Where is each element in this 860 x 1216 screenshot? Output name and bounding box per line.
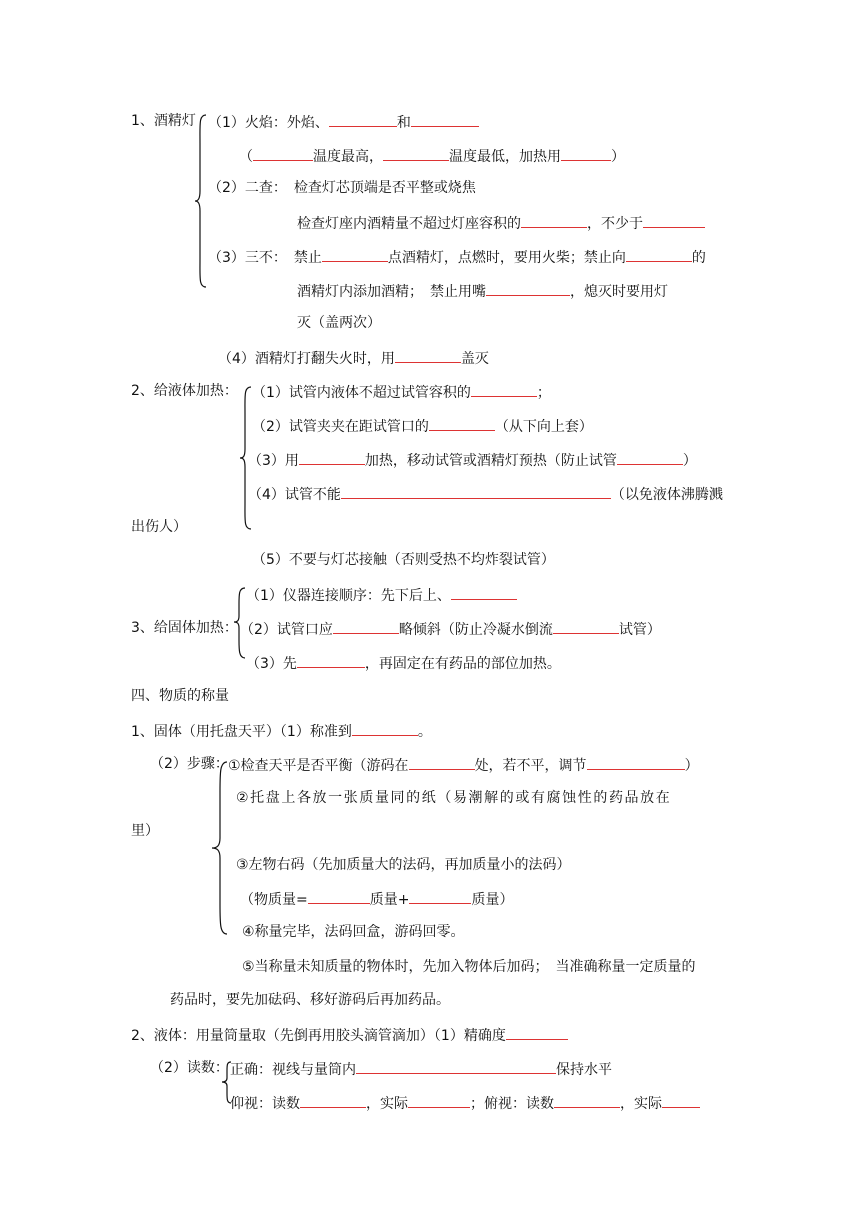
sec2-line1: （1）试管内液体不超过试管容积的 ； — [252, 381, 551, 403]
blank[interactable] — [471, 381, 537, 397]
blank[interactable] — [506, 1024, 568, 1040]
sec4-step5b: 药品时，要先加砝码、移好游码后再加药品。 — [170, 992, 450, 1008]
blank[interactable] — [356, 1058, 556, 1074]
sec1-title: 1、酒精灯 — [131, 113, 196, 129]
blank[interactable] — [554, 1092, 620, 1108]
sec5-line1: 2、液体：用量筒量取（先倒再用胶头滴管滴加）（1）精确度 — [131, 1024, 568, 1046]
sec2-line3: （3）用 加热，移动试管或酒精灯预热（防止试管 ） — [248, 449, 697, 471]
sec4-step3: ③左物右码（先加质量大的法码，再加质量小的法码） — [236, 857, 571, 873]
blank[interactable] — [308, 888, 370, 904]
sec2-line4: （4）试管不能 （以免液体沸腾溅 — [248, 483, 723, 505]
blank[interactable] — [409, 888, 471, 904]
sec4-step2b: 里） — [131, 823, 159, 839]
sec3-line2: （2）试管口应 略倾斜（防止冷凝水倒流 试管） — [240, 618, 661, 640]
sec4-step3b: （物质量= 质量+ 质量） — [240, 888, 513, 910]
sec4-step5a: ⑤当称量未知质量的物体时，先加入物体后加码； 当准确称量一定质量的 — [242, 959, 696, 975]
blank[interactable] — [486, 280, 570, 296]
blank[interactable] — [333, 618, 399, 634]
blank[interactable] — [329, 111, 397, 127]
blank[interactable] — [451, 584, 517, 600]
sec5-read2: 仰视：读数 ，实际 ；俯视：读数 ，实际 — [230, 1092, 700, 1114]
blank[interactable] — [662, 1092, 700, 1108]
blank[interactable] — [253, 145, 313, 161]
sec2-line6: （5）不要与灯芯接触（否则受热不均炸裂试管） — [252, 552, 555, 568]
sec4-step4: ④称量完毕，法码回盒，游码回零。 — [242, 924, 465, 940]
sec4-step1: ①检查天平是否平衡（游码在 处，若不平，调节 ） — [228, 754, 699, 776]
sec1-line4: 检查灯座内酒精量不超过灯座容积的 ，不少于 — [297, 212, 705, 234]
sec3-title: 3、给固体加热： — [131, 620, 238, 636]
blank[interactable] — [411, 111, 479, 127]
sec5-read1: 正确：视线与量筒内 保持水平 — [230, 1058, 612, 1080]
sec4-step-label: （2）步骤： — [150, 756, 229, 772]
blank[interactable] — [429, 415, 495, 431]
sec1-line2: （ 温度最高， 温度最低，加热用 ） — [239, 145, 625, 167]
blank[interactable] — [300, 1092, 366, 1108]
blank[interactable] — [299, 449, 365, 465]
brace-1 — [195, 113, 207, 289]
sec4-step2: ②托盘上各放一张质量同的纸（易潮解的或有腐蚀性的药品放在 — [236, 790, 672, 806]
blank[interactable] — [383, 145, 449, 161]
sec5-read-label: （2）读数： — [150, 1060, 229, 1076]
blank[interactable] — [322, 246, 388, 262]
sec1-line5: （3）三不： 禁止 点酒精灯，点燃时，要用火柴；禁止向 的 — [208, 246, 706, 268]
sec4-heading: 四、物质的称量 — [131, 688, 229, 704]
sec2-title: 2、给液体加热： — [131, 383, 238, 399]
blank[interactable] — [352, 720, 418, 736]
sec1-line7: 灭（盖两次） — [297, 315, 381, 331]
blank[interactable] — [561, 145, 611, 161]
blank[interactable] — [408, 1092, 470, 1108]
sec3-line3: （3）先 ，再固定在有药品的部位加热。 — [246, 652, 561, 674]
sec1-line8: （4）酒精灯打翻失火时，用 盖灭 — [218, 347, 489, 369]
sec2-line2: （2）试管夹夹在距试管口的 （从下向上套） — [252, 415, 593, 437]
sec3-line1: （1）仪器连接顺序：先下后上、 — [246, 584, 517, 606]
blank[interactable] — [297, 652, 365, 668]
sec2-line5: 出伤人） — [131, 519, 187, 535]
blank[interactable] — [587, 754, 685, 770]
blank[interactable] — [409, 754, 475, 770]
blank[interactable] — [626, 246, 692, 262]
blank[interactable] — [643, 212, 705, 228]
brace-4 — [212, 760, 228, 936]
blank[interactable] — [341, 483, 611, 499]
blank[interactable] — [617, 449, 683, 465]
blank[interactable] — [395, 347, 461, 363]
sec1-line6: 酒精灯内添加酒精； 禁止用嘴 ，熄灭时要用灯 — [297, 280, 668, 302]
blank[interactable] — [521, 212, 587, 228]
sec1-line3: （2）二查： 检查灯芯顶端是否平整或烧焦 — [208, 180, 476, 196]
sec1-line1: （1）火焰：外焰、 和 — [208, 111, 479, 133]
blank[interactable] — [553, 618, 619, 634]
sec4-line1: 1、固体（用托盘天平）（1）称准到 。 — [131, 720, 432, 742]
